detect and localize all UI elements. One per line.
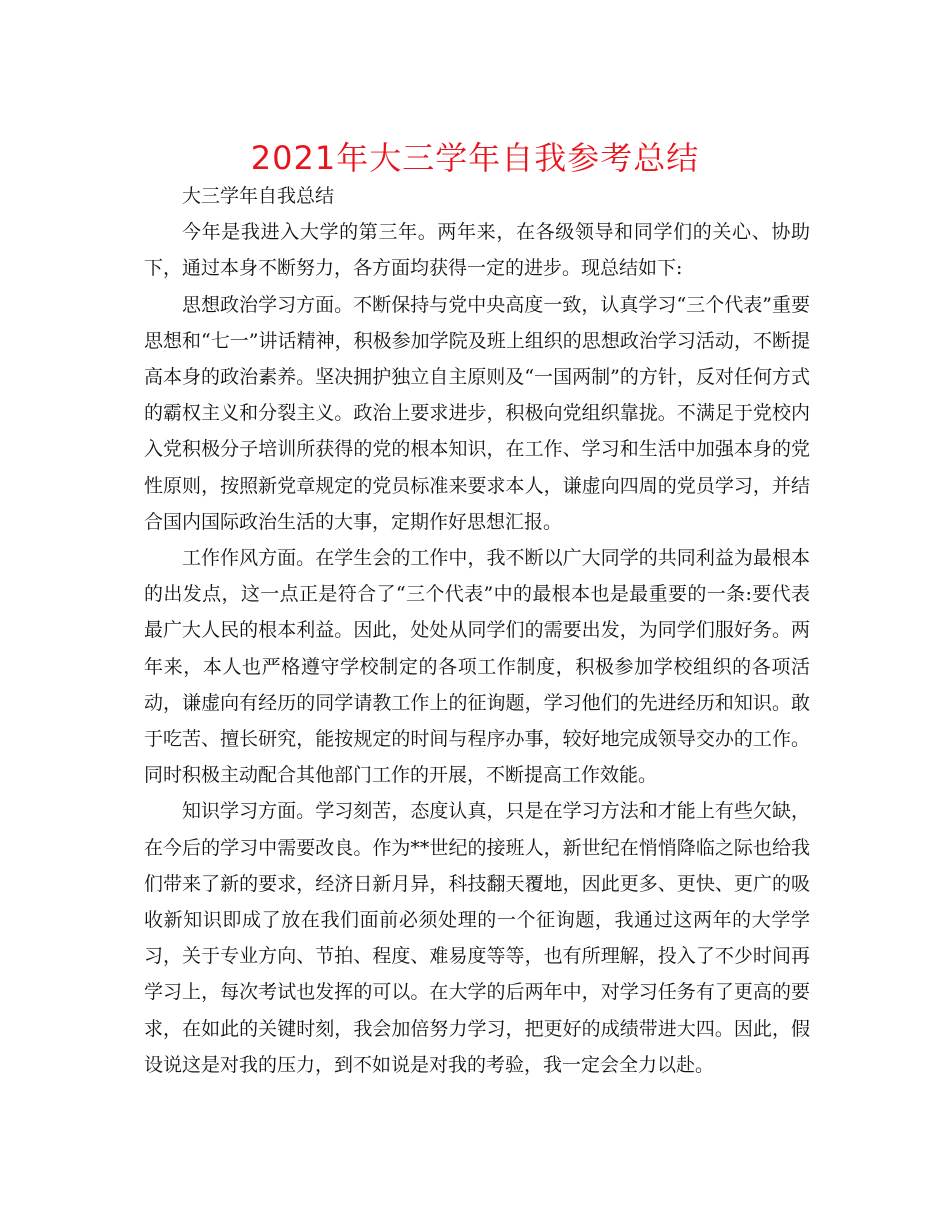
- document-body: [144, 178, 810, 1083]
- paragraph-knowledge-study: 知识学习方面。学习刻苦，态度认真，只是在学习方法和才能上有些欠缺，在今后的学习中需要改良。作为**世纪的接班人，新世纪在悄悄降临之际也给我们带来了新的要求，经济日新月异，科技翻天覆地，因此更多、更快、更广的吸收新知识即成了放在我们面前必须处理的一个征询题，我通过这两年的大学学习，关于专业方向、节拍、程度、难易度等等，也有所理解，投入了不少时间再学习上，每次考试也发挥的可以。在大学的后两年中，对学习任务有了更高的要求，在如此的关键时刻，我会加倍努力学习，把更好的成绩带进大四。因此，假设说这是对我的压力，到不如说是对我的考验，我一定会全力以赴。: [144, 800, 810, 1076]
- paragraph-work-style: 工作作风方面。在学生会的工作中，我不断以广大同学的共同利益为最根本的出发点，这一点正是符合了“三个代表”中的最根本也是最重要的一条:要代表最广大人民的根本利益。因此，处处从同学们的需要出发，为同学们服好务。两年来，本人也严格遵守学校制定的各项工作制度，积极参加学校组织的各项活动，谦虚向有经历的同学请教工作上的征询题，学习他们的先进经历和知识。敢于吃苦、擅长研究，能按规定的时间与程序办事，较好地完成领导交办的工作。同时积极主动配合其他部门工作的开展，不断提高工作效能。: [144, 547, 810, 787]
- document-title: 2021年大三学年自我参考总结: [250, 139, 700, 177]
- paragraph-intro: 今年是我进入大学的第三年。两年来，在各级领导和同学们的关心、协助下，通过本身不断努力，各方面均获得一定的进步。现总结如下:: [144, 221, 810, 280]
- section-subtitle: 大三学年自我总结: [182, 185, 335, 207]
- paragraph-political-study: 思想政治学习方面。不断保持与党中央高度一致，认真学习“三个代表”重要思想和“七一”讲话精神，积极参加学院及班上组织的思想政治学习活动，不断提高本身的政治素养。坚决拥护独立自主原则及“一国两制”的方针，反对任何方式的霸权主义和分裂主义。政治上要求进步，积极向党组织靠拢。不满足于党校内入党积极分子培训所获得的党的根本知识，在工作、学习和生活中加强本身的党性原则，按照新党章规定的党员标准来要求本人，谦虚向四周的党员学习，并结合国内国际政治生活的大事，定期作好思想汇报。: [144, 293, 810, 533]
